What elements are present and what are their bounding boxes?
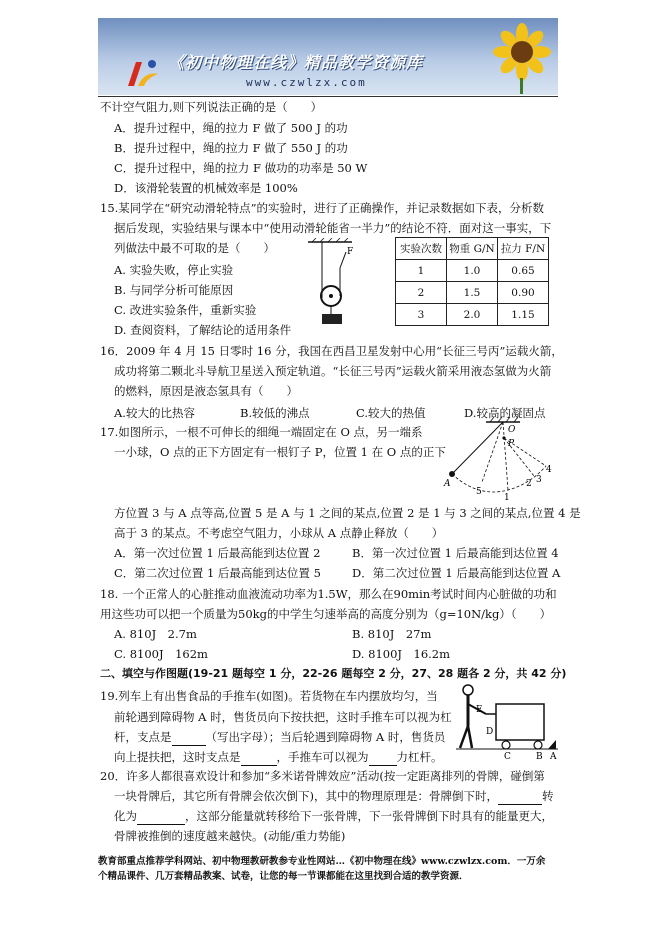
- table-row: [396, 282, 549, 304]
- pulley-figure: [300, 238, 370, 326]
- q19-line3: [114, 729, 445, 746]
- experiment-table: [395, 237, 549, 326]
- q16-option-c: C.较大的热值: [356, 406, 426, 420]
- pendulum-label-5: 5: [476, 487, 482, 497]
- q15-option-a: A. 实验失败，停止实验: [114, 263, 234, 277]
- q17-option-a: A．第一次过位置 1 后最高能到达位置 2: [114, 546, 321, 560]
- table-row: [396, 260, 549, 282]
- q19-blank-2[interactable]: [241, 749, 277, 766]
- q19-blank-3[interactable]: [369, 749, 397, 766]
- pendulum-label-p: P: [508, 439, 515, 449]
- q20-blank-2[interactable]: [137, 808, 185, 825]
- q19-line1: 19.列车上有出售食品的手推车(如图)。若货物在车内摆放均匀，当: [100, 689, 438, 703]
- q19-line2: 前轮遇到障碍物 A 时，售货员向下按扶把，这时手推车可以视为杠: [114, 710, 452, 724]
- q14-option-a: A．提升过程中，绳的拉力 F 做了 500 J 的功: [114, 121, 348, 135]
- q17-line4: 高于 3 的某点。不考虑空气阻力，小球从 A 点静止释放（ ）: [114, 526, 444, 540]
- q17-line1: 17.如图所示，一根不可伸长的细绳一端固定在 O 点，另一端系: [100, 425, 423, 439]
- q14-option-c: C．提升过程中，绳的拉力 F 做功的功率是 50 W: [114, 161, 368, 175]
- handcart-label-a: A: [550, 752, 557, 760]
- q20-line3-text-b: ，这部分能量就转移给下一张骨牌，下一张骨牌倒下时具有的能量更大，: [185, 809, 553, 823]
- footer-line2: 个精品课件、几万套精品教案、试卷，让您的每一节课都能在这里找到合适的教学资源．: [98, 871, 469, 882]
- q16-option-a: A.较大的比热容: [114, 406, 195, 420]
- table-cell: 2.0: [447, 304, 498, 326]
- q19-line3-text-a: 杆，支点是: [114, 730, 172, 744]
- q18-line1: 18. 一个正常人的心脏推动血液流动功率为1.5W，那么在90min考试时间内心脏做的功和: [100, 587, 557, 601]
- site-logo-icon: [122, 52, 162, 92]
- q14-option-b: B．提升过程中，绳的拉力 F 做了 550 J 的功: [114, 141, 348, 155]
- q16-line1: 16．2009 年 4 月 15 日零时 16 分，我国在西昌卫星发射中心用“长征三号丙”运载火箭，: [100, 344, 563, 358]
- q20-line1: 20．许多人都很喜欢设计和参加“多米诺骨牌效应”活动(按一定距离排列的骨牌，碰倒第: [100, 769, 545, 783]
- q19-line4: [114, 749, 443, 766]
- q17-option-c: C．第二次过位置 1 后最高能到达位置 5: [114, 566, 321, 580]
- q18-option-c: C. 8100J 162m: [114, 647, 208, 661]
- q20-line4: 骨牌被推倒的速度越来越快。(动能/重力势能): [114, 829, 346, 843]
- q20-blank-1[interactable]: [498, 788, 542, 805]
- q18-option-d: D. 8100J 16.2m: [352, 647, 451, 661]
- table-cell: 0.65: [498, 260, 549, 282]
- q20-line2-text-b: 转: [541, 789, 554, 803]
- q20-line3: [114, 808, 553, 825]
- pendulum-label-4: 4: [546, 465, 552, 475]
- handcart-label-b: B: [536, 752, 543, 760]
- header-divider: [98, 96, 558, 97]
- pendulum-label-o: O: [508, 425, 516, 435]
- handcart-label-c: C: [504, 752, 511, 760]
- q16-option-d: D.较高的凝固点: [464, 406, 546, 420]
- q18-option-a: A. 810J 2.7m: [114, 627, 197, 641]
- pulley-force-label: F: [347, 247, 354, 257]
- handcart-figure: [452, 682, 560, 760]
- table-cell: 1.15: [498, 304, 549, 326]
- q15-line1: 15.某同学在“研究动滑轮特点”的实验时，进行了正确操作，并记录数据如下表，分析数: [100, 201, 545, 215]
- table-cell: 1: [396, 260, 447, 282]
- header-banner: [98, 18, 558, 95]
- table-cell: 0.90: [498, 282, 549, 304]
- q19-line4-text-b: ，手推车可以视为: [276, 750, 369, 764]
- banner-title: 《初中物理在线》精品教学资源库: [168, 53, 424, 72]
- q15-line2: 据后发现，实验结果与课本中“使用动滑轮能省一半力”的结论不符．面对这一事实，下: [114, 221, 552, 235]
- q16-option-b: B.较低的沸点: [240, 406, 310, 420]
- table-header-cell: 实验次数: [396, 238, 447, 260]
- q20-line3-text-a: 化为: [114, 809, 137, 823]
- q18-option-b: B. 810J 27m: [352, 627, 432, 641]
- q20-line2: [114, 788, 553, 805]
- q17-option-d: D．第二次过位置 1 后最高能到达位置 A: [352, 566, 561, 580]
- table-header-row: [396, 238, 549, 260]
- section-2-heading: 二、填空与作图题(19-21 题每空 1 分，22-26 题每空 2 分，27、28 题各 2 分，共 42 分): [100, 667, 567, 680]
- q15-option-d: D. 查阅资料，了解结论的适用条件: [114, 323, 292, 337]
- q19-blank-1[interactable]: [172, 729, 206, 746]
- table-cell: 2: [396, 282, 447, 304]
- q15-option-b: B. 与同学分析可能原因: [114, 283, 234, 297]
- pendulum-label-3: 3: [536, 475, 542, 485]
- handcart-label-e: E: [476, 705, 483, 715]
- pendulum-label-2: 2: [526, 479, 532, 489]
- q17-line2: 一小球，O 点的正下方固定有一根钉子 P，位置 1 在 O 点的正下: [114, 445, 446, 459]
- q19-line4-text-a: 向上提扶把，这时支点是: [114, 750, 241, 764]
- footer-line1: 教育部重点推荐学科网站、初中物理教研教参专业性网站…《初中物理在线》www.czwlzx.com．一万余: [98, 856, 546, 867]
- handcart-label-d: D: [486, 727, 494, 737]
- pendulum-label-1: 1: [504, 493, 510, 503]
- page-footer: [98, 854, 568, 884]
- q19-line3-text-b: （写出字母）；当后轮遇到障碍物 A 时，售货员: [205, 730, 446, 744]
- pendulum-figure: [438, 416, 560, 504]
- q20-line2-text: 一块骨牌后，其它所有骨牌会依次倒下)，其中的物理原理是：骨牌倒下时，: [114, 789, 498, 803]
- q15-option-c: C. 改进实验条件，重新实验: [114, 303, 257, 317]
- q18-line2: 用这些功可以把一个质量为50kg的中学生匀速举高的高度分别为（g=10N/kg）（ ）: [100, 607, 552, 621]
- q14-stem: 不计空气阻力,则下列说法正确的是（ ）: [100, 100, 323, 114]
- q16-line2: 成功将第二颗北斗导航卫星送入预定轨道。“长征三号丙”运载火箭采用液态氢做为火箭: [114, 364, 552, 378]
- pendulum-label-a: A: [444, 479, 451, 489]
- table-header-cell: 拉力 F/N: [498, 238, 549, 260]
- q15-line3: 列做法中最不可取的是（ ）: [114, 241, 275, 255]
- table-header-cell: 物重 G/N: [447, 238, 498, 260]
- sunflower-icon: [490, 22, 554, 94]
- q17-line3: 方位置 3 与 A 点等高,位置 5 是 A 与 1 之间的某点,位置 2 是 1 与 3 之间的某点,位置 4 是: [114, 506, 581, 520]
- q14-option-d: D．该滑轮装置的机械效率是 100%: [114, 181, 298, 195]
- table-row: [396, 304, 549, 326]
- q17-option-b: B．第一次过位置 1 后最高能到达位置 4: [352, 546, 559, 560]
- q19-line4-text-c: 力杠杆。: [396, 750, 443, 764]
- table-cell: 1.0: [447, 260, 498, 282]
- banner-url: www.czwlzx.com: [246, 76, 367, 89]
- table-cell: 1.5: [447, 282, 498, 304]
- table-cell: 3: [396, 304, 447, 326]
- q16-line3: 的燃料，原因是液态氢具有（ ）: [114, 384, 298, 398]
